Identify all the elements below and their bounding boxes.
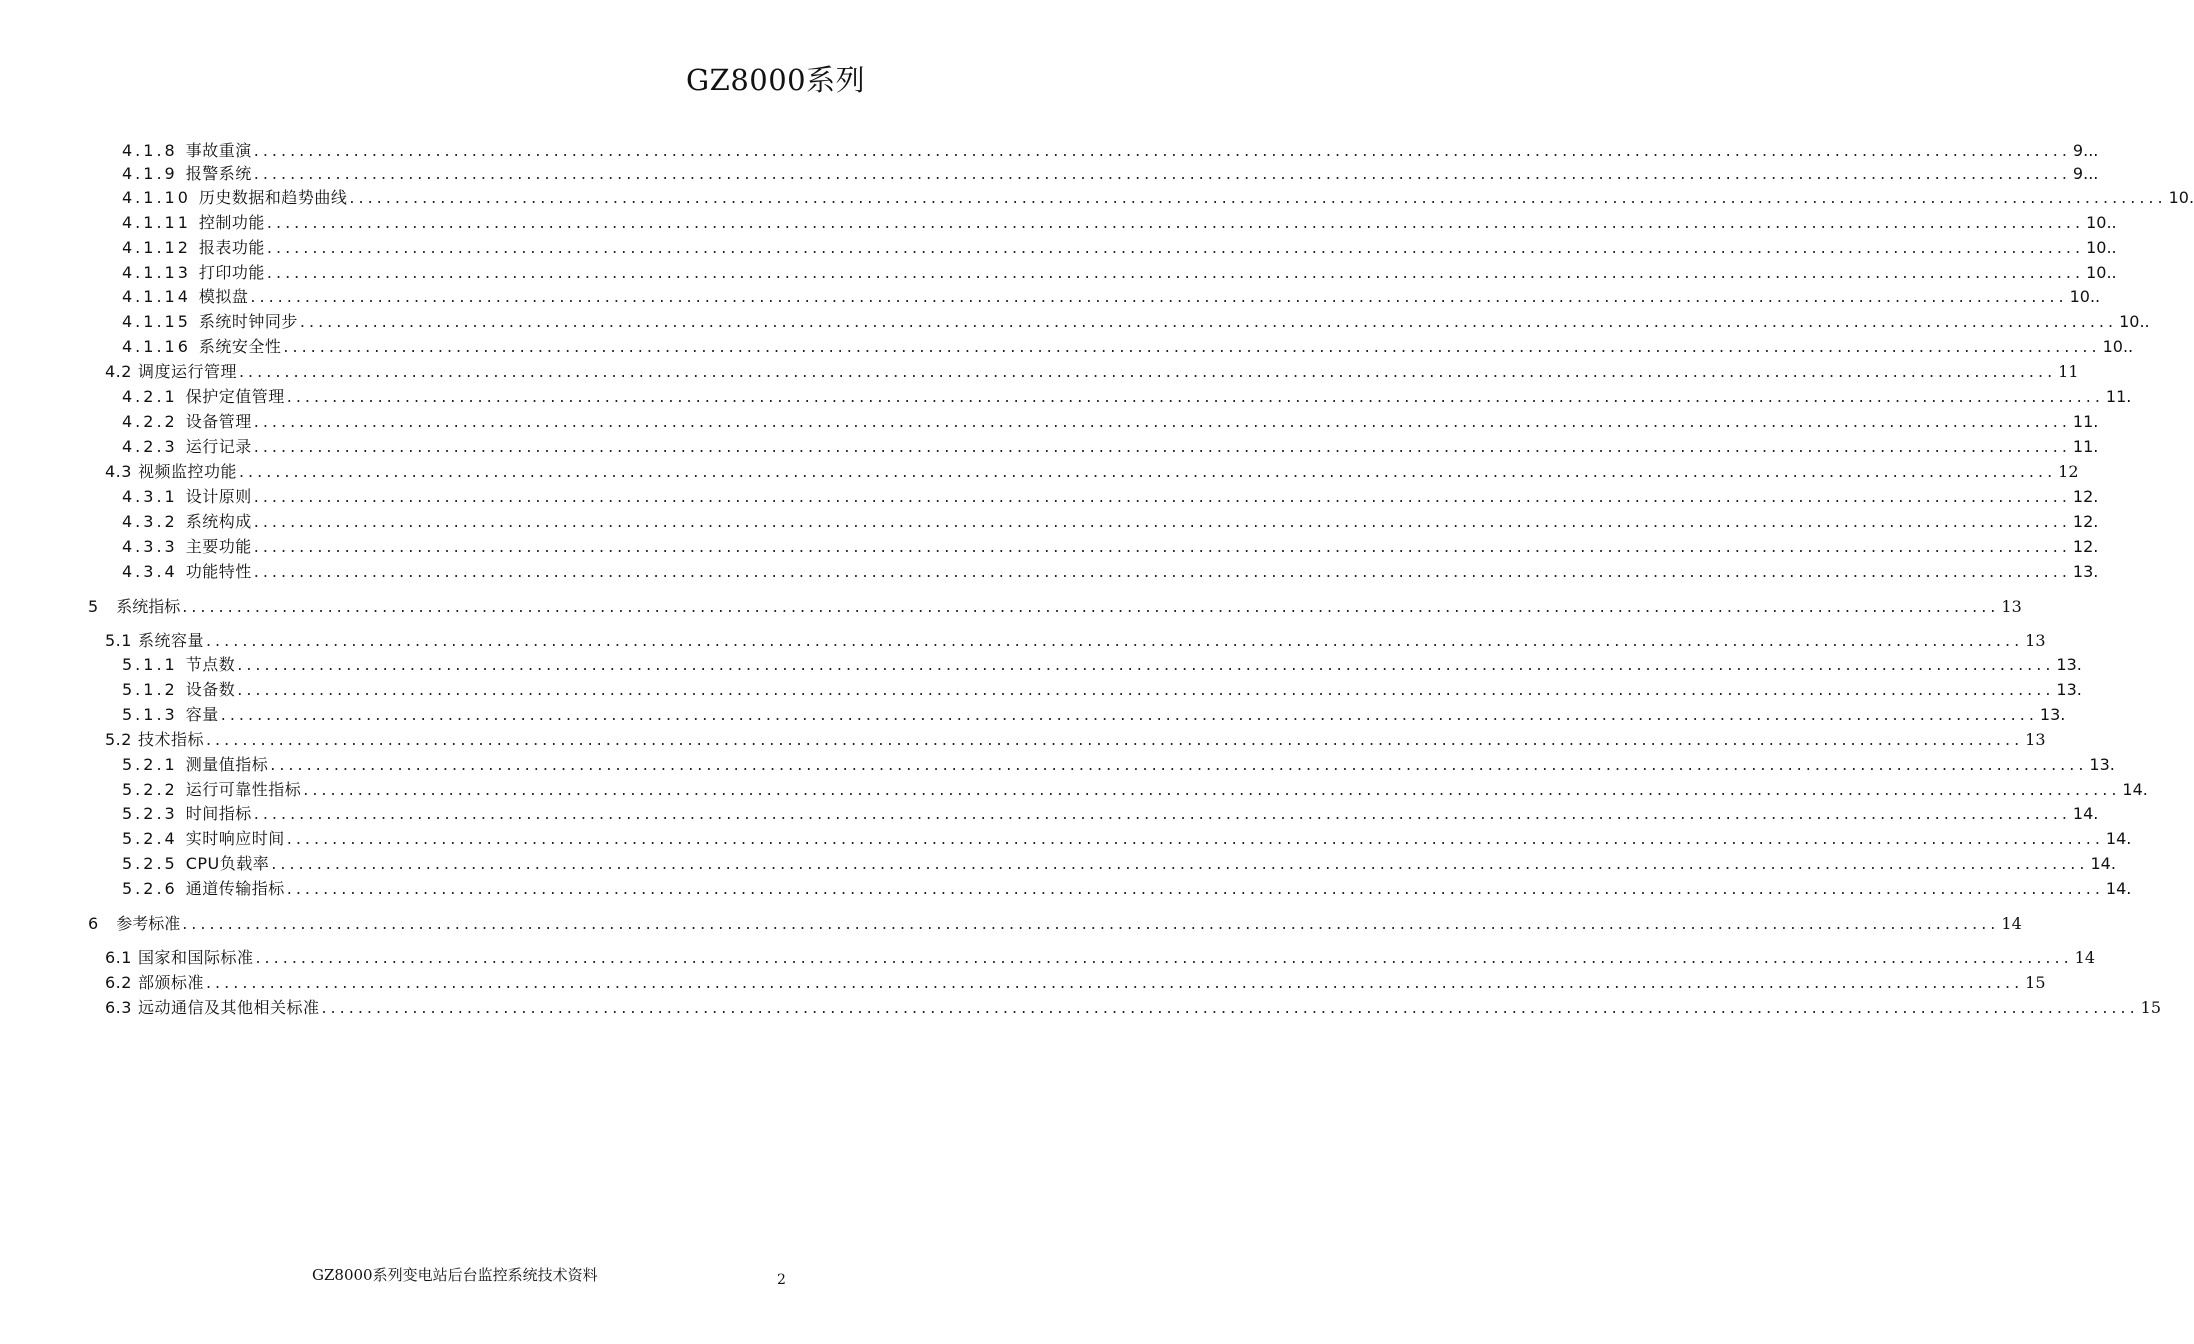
toc-leader-dots: ........................................................................................................................................................................................................ [250, 287, 2068, 306]
page-number: 2 [777, 1272, 786, 1288]
toc-entry-title: 系统时钟同步 [198, 312, 298, 331]
toc-entry-number: 4.3.3 [122, 537, 178, 556]
toc-entry[interactable] [122, 187, 2194, 209]
toc-entry-label [122, 336, 281, 358]
toc-entry-page: 11. [2072, 437, 2099, 456]
toc-leader-dots: ........................................................................................................................................................................................................ [253, 562, 2071, 581]
toc-entry-title: 时间指标 [185, 804, 252, 823]
toc-entry-number: 4.1.10 [122, 188, 191, 207]
toc-entry-number: 5.2.2 [122, 780, 178, 799]
toc-entry[interactable] [122, 286, 2101, 308]
toc-leader-dots: ........................................................................................................................................................................................................ [238, 362, 2057, 381]
toc-entry-label [122, 511, 252, 533]
toc-entry-label [122, 704, 219, 726]
toc-entry-page: 12. [2072, 487, 2099, 506]
toc-leader-dots: ........................................................................................................................................................................................................ [205, 631, 2024, 650]
toc-entry-page: 10.. [2086, 263, 2117, 282]
toc-entry-label [122, 486, 252, 508]
toc-entry-title: 模拟盘 [198, 287, 249, 306]
toc-entry-page: 11. [2072, 412, 2099, 431]
toc-entry-label [122, 436, 252, 458]
toc-entry-title: 调度运行管理 [137, 362, 237, 381]
toc-entry-page: 14 [2001, 914, 2022, 933]
toc-entry-label [122, 311, 298, 333]
toc-leader-dots: ........................................................................................................................................................................................................ [182, 914, 2000, 933]
toc-entry-label [105, 630, 204, 652]
toc-entry[interactable] [122, 140, 2099, 162]
toc-entry-title: 参考标准 [116, 914, 181, 933]
toc-entry-number: 5.2.1 [122, 755, 178, 774]
toc-entry-label [122, 262, 265, 284]
toc-entry-title: 测量值指标 [185, 755, 269, 774]
toc-entry-page: 14. [2105, 829, 2132, 848]
toc-leader-dots: ........................................................................................................................................................................................................ [253, 141, 2071, 160]
toc-entry-title: 容量 [185, 705, 219, 724]
toc-entry-number: 4.1.9 [122, 164, 178, 183]
toc-entry-page: 11 [2058, 362, 2079, 381]
toc-entry-label [122, 779, 301, 801]
toc-leader-dots: ........................................................................................................................................................................................................ [253, 512, 2071, 531]
toc-entry-label [122, 163, 252, 185]
toc-entry[interactable] [122, 411, 2099, 433]
toc-entry-label [122, 140, 252, 162]
toc-entry[interactable] [122, 704, 2066, 726]
toc-entry[interactable] [122, 654, 2082, 676]
toc-entry[interactable] [122, 561, 2099, 583]
toc-entry-page: 9... [2072, 141, 2099, 160]
toc-entry-label [122, 561, 252, 583]
toc-entry-label [122, 411, 252, 433]
toc-entry-label [122, 654, 235, 676]
toc-entry-number: 4.3.2 [122, 512, 178, 531]
toc-entry-title: 运行记录 [185, 437, 252, 456]
toc-entry[interactable] [122, 511, 2099, 533]
toc-entry-number: 4.1.13 [122, 263, 191, 282]
toc-entry-title: 设备管理 [185, 412, 252, 431]
toc-entry[interactable] [105, 729, 2046, 751]
toc-entry-title: 运行可靠性指标 [185, 780, 302, 799]
toc-leader-dots: ........................................................................................................................................................................................................ [220, 705, 2038, 724]
toc-entry-number: 4.1.11 [122, 213, 191, 232]
toc-entry[interactable] [122, 336, 2134, 358]
toc-entry-number: 5.2 [105, 730, 132, 749]
toc-entry[interactable] [105, 997, 2162, 1019]
toc-entry-page: 13. [2072, 562, 2099, 581]
toc-entry-title: 保护定值管理 [185, 387, 285, 406]
toc-entry-label [122, 187, 347, 209]
toc-entry-page: 13. [2039, 705, 2066, 724]
toc-entry-title: 设计原则 [185, 487, 252, 506]
toc-leader-dots: ........................................................................................................................................................................................................ [205, 730, 2024, 749]
toc-entry[interactable] [105, 630, 2046, 652]
toc-entry-number: 4.3 [105, 462, 132, 481]
toc-entry-number: 5.1.1 [122, 655, 178, 674]
toc-entry-label [105, 361, 237, 383]
toc-entry[interactable] [122, 536, 2099, 558]
toc-leader-dots: ........................................................................................................................................................................................................ [253, 412, 2071, 431]
toc-entry-title: 报表功能 [198, 238, 265, 257]
toc-entry-label [105, 997, 319, 1019]
toc-entry-page: 13 [2025, 730, 2046, 749]
toc-entry-title: 技术指标 [137, 730, 204, 749]
toc-entry-label [122, 679, 235, 701]
toc-entry-title: 报警系统 [185, 164, 252, 183]
toc-leader-dots: ........................................................................................................................................................................................................ [238, 462, 2057, 481]
toc-entry-page: 14. [2122, 780, 2148, 799]
toc-leader-dots: ........................................................................................................................................................................................................ [253, 537, 2071, 556]
toc-entry-number: 5.2.3 [122, 804, 178, 823]
toc-entry-title: 功能特性 [185, 562, 252, 581]
toc-entry-title: 系统构成 [185, 512, 252, 531]
toc-leader-dots: ........................................................................................................................................................................................................ [286, 879, 2104, 898]
toc-entry-page: 14 [2074, 948, 2096, 967]
toc-leader-dots: ........................................................................................................................................................................................................ [255, 948, 2073, 967]
toc-entry-title: 部颁标准 [137, 973, 204, 992]
toc-entry-page: 14. [2072, 804, 2099, 823]
toc-entry[interactable] [88, 596, 2022, 618]
toc-entry[interactable] [122, 262, 2117, 284]
toc-entry-number: 5.1.2 [122, 680, 178, 699]
toc-entry-label [122, 803, 252, 825]
toc-entry-label [122, 853, 269, 875]
toc-leader-dots: ........................................................................................................................................................................................................ [237, 680, 2055, 699]
toc-entry-number: 5 [88, 597, 99, 616]
toc-entry-title: 通道传输指标 [185, 879, 285, 898]
toc-entry[interactable] [122, 311, 2150, 333]
toc-leader-dots: ........................................................................................................................................................................................................ [253, 437, 2071, 456]
toc-entry-page: 9... [2072, 164, 2099, 183]
toc-entry-title: 设备数 [185, 680, 236, 699]
toc-entry-title: 远动通信及其他相关标准 [137, 998, 320, 1017]
toc-entry-page: 10.. [2102, 337, 2134, 356]
toc-leader-dots: ........................................................................................................................................................................................................ [205, 973, 2024, 992]
toc-entry-title: 系统容量 [137, 631, 204, 650]
toc-entry-number: 4.3.1 [122, 487, 178, 506]
toc-entry-title: 实时响应时间 [185, 829, 285, 848]
toc-entry-label [122, 212, 265, 234]
toc-entry-page: 13. [2089, 755, 2115, 774]
toc-entry-label [122, 536, 252, 558]
toc-entry[interactable] [122, 853, 2116, 875]
toc-leader-dots: ........................................................................................................................................................................................................ [283, 337, 2101, 356]
toc-entry-number: 5.1.3 [122, 705, 178, 724]
toc-entry-page: 13. [2056, 680, 2082, 699]
toc-entry-label [122, 237, 265, 259]
toc-entry-page: 12. [2072, 537, 2099, 556]
toc-entry[interactable] [122, 212, 2117, 234]
toc-leader-dots: ........................................................................................................................................................................................................ [286, 387, 2104, 406]
toc-leader-dots: ........................................................................................................................................................................................................ [266, 263, 2085, 282]
toc-leader-dots: ........................................................................................................................................................................................................ [271, 854, 2089, 873]
toc-entry-label [122, 754, 268, 776]
toc-entry-page: 10.. [2086, 238, 2117, 257]
toc-entry[interactable] [105, 361, 2079, 383]
toc-entry-label [105, 947, 253, 969]
toc-entry-title: 控制功能 [198, 213, 265, 232]
toc-entry-label [122, 878, 285, 900]
toc-leader-dots: ........................................................................................................................................................................................................ [266, 213, 2085, 232]
toc-entry-label [122, 386, 285, 408]
toc-entry-number: 4.1.8 [122, 141, 178, 160]
toc-entry-number: 5.2.4 [122, 829, 178, 848]
toc-entry-number: 5.2.5 [122, 854, 178, 873]
toc-entry[interactable] [105, 947, 2096, 969]
toc-leader-dots: ........................................................................................................................................................................................................ [349, 188, 2167, 207]
toc-entry-page: 12. [2072, 512, 2099, 531]
toc-entry[interactable] [122, 237, 2117, 259]
toc-leader-dots: ........................................................................................................................................................................................................ [266, 238, 2085, 257]
toc-entry-number: 4.1.12 [122, 238, 191, 257]
toc-entry[interactable] [122, 679, 2082, 701]
toc-leader-dots: ........................................................................................................................................................................................................ [253, 487, 2071, 506]
toc-entry-title: 历史数据和趋势曲线 [198, 188, 348, 207]
toc-entry-label [105, 972, 204, 994]
toc-entry-label [88, 913, 180, 935]
toc-entry[interactable] [105, 972, 2046, 994]
toc-entry-number: 4.1.16 [122, 337, 191, 356]
toc-entry[interactable] [122, 386, 2132, 408]
toc-entry[interactable] [122, 754, 2115, 776]
toc-entry-title: CPU负载率 [185, 854, 270, 873]
toc-entry-page: 10.. [2069, 287, 2101, 306]
toc-leader-dots: ........................................................................................................................................................................................................ [321, 998, 2139, 1017]
toc-entry-title: 系统安全性 [198, 337, 282, 356]
toc-entry-page: 12 [2058, 462, 2079, 481]
toc-entry-page: 10.. [2086, 213, 2117, 232]
toc-entry-page: 15 [2025, 973, 2046, 992]
toc-entry-page: 13 [2001, 597, 2022, 616]
toc-entry-page: 15 [2140, 998, 2162, 1017]
toc-entry-title: 系统指标 [116, 597, 181, 616]
toc-entry-number: 5.2.6 [122, 879, 178, 898]
toc-entry-page: 10. [2168, 188, 2194, 207]
toc-entry-number: 4.3.4 [122, 562, 178, 581]
toc-entry-number: 4.1.15 [122, 312, 191, 331]
toc-entry[interactable] [122, 436, 2099, 458]
toc-entry-title: 视频监控功能 [137, 462, 237, 481]
toc-entry-number: 4.2 [105, 362, 132, 381]
toc-leader-dots: ........................................................................................................................................................................................................ [182, 597, 2000, 616]
toc-entry-title: 主要功能 [185, 537, 252, 556]
toc-entry-number: 6.2 [105, 973, 132, 992]
toc-entry[interactable] [105, 461, 2079, 483]
toc-entry-label [105, 461, 237, 483]
toc-entry-number: 6 [88, 914, 99, 933]
toc-entry-label [105, 729, 204, 751]
toc-entry-label [88, 596, 180, 618]
toc-entry[interactable] [122, 163, 2099, 185]
footer-text: GZ8000系列变电站后台监控系统技术资料 [312, 1266, 598, 1284]
toc-leader-dots: ........................................................................................................................................................................................................ [270, 755, 2088, 774]
toc-entry-number: 4.2.1 [122, 387, 178, 406]
page-header-title: GZ8000系列 [686, 63, 866, 97]
toc-entry-number: 4.2.2 [122, 412, 178, 431]
toc-entry-label [122, 828, 285, 850]
toc-leader-dots: ........................................................................................................................................................................................................ [237, 655, 2055, 674]
toc-leader-dots: ........................................................................................................................................................................................................ [253, 804, 2071, 823]
toc-entry-number: 5.1 [105, 631, 132, 650]
toc-entry-title: 节点数 [185, 655, 236, 674]
toc-entry-title: 国家和国际标准 [137, 948, 254, 967]
toc-entry[interactable] [122, 828, 2132, 850]
toc-entry[interactable] [88, 913, 2022, 935]
toc-leader-dots: ........................................................................................................................................................................................................ [303, 780, 2121, 799]
toc-entry-page: 13. [2056, 655, 2082, 674]
toc-entry[interactable] [122, 486, 2099, 508]
toc-entry-number: 4.2.3 [122, 437, 178, 456]
toc-entry[interactable] [122, 878, 2132, 900]
toc-entry-page: 10.. [2119, 312, 2150, 331]
toc-entry-number: 6.3 [105, 998, 132, 1017]
toc-leader-dots: ........................................................................................................................................................................................................ [299, 312, 2118, 331]
toc-entry[interactable] [122, 779, 2148, 801]
toc-entry-number: 4.1.14 [122, 287, 191, 306]
toc-leader-dots: ........................................................................................................................................................................................................ [253, 164, 2071, 183]
toc-entry[interactable] [122, 803, 2099, 825]
toc-entry-page: 13 [2025, 631, 2046, 650]
toc-entry-title: 打印功能 [198, 263, 265, 282]
toc-entry-page: 11. [2105, 387, 2132, 406]
toc-leader-dots: ........................................................................................................................................................................................................ [286, 829, 2104, 848]
toc-entry-number: 6.1 [105, 948, 132, 967]
toc-entry-page: 14. [2105, 879, 2132, 898]
toc-entry-label [122, 286, 248, 308]
toc-entry-title: 事故重演 [185, 141, 252, 160]
toc-entry-page: 14. [2090, 854, 2116, 873]
